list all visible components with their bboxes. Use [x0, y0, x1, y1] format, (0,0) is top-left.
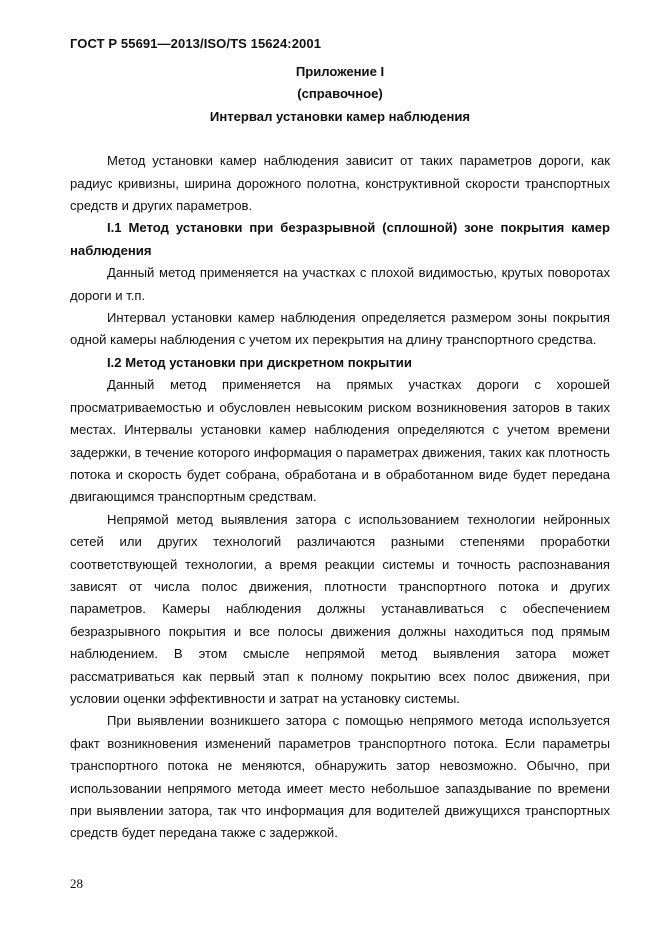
standard-code-header: ГОСТ Р 55691—2013/ISO/TS 15624:2001 — [70, 36, 322, 51]
section-2-heading: I.2 Метод установки при дискретном покрытии — [107, 354, 412, 370]
section-1-heading: I.1 Метод установки при безразрывной (сплошной) зоне покрытия камер наблюдения — [70, 220, 610, 258]
appendix-status: (справочное) — [297, 86, 383, 102]
intro-paragraph: Метод установки камер наблюдения зависит от таких параметров дороги, как радиус кривизны, ширина дорожного полотна, конструктивной скорости транспортных средств и других параметров. — [70, 153, 610, 214]
document-body — [70, 61, 610, 845]
section-1-paragraph: Интервал установки камер наблюдения определяется размером зоны покрытия одной камеры наблюдения с учетом их перекрытия на длину транспортного средства. — [70, 310, 610, 348]
section-2-paragraph: При выявлении возникшего затора с помощью непрямого метода используется факт возникновения изменений параметров транспортного потока. Если параметры транспортного потока не меняются, обнаружить затор невозможно. Обычно, при использовании непрямого метода имеет место небольшое запаздывание по времени при выявлении затора, так что информация для водителей движущихся транспортных средств будет передана также с задержкой. — [70, 713, 610, 841]
page-number: 28 — [70, 876, 83, 891]
section-1-paragraph: Данный метод применяется на участках с плохой видимостью, крутых поворотах дороги и т.п. — [70, 265, 610, 303]
section-2-paragraph: Непрямой метод выявления затора с использованием технологии нейронных сетей или других технологий различаются разными степенями проработки соответствующей технологии, а время реакции системы и точность распознавания зависят от числа полос движения, плотности транспортного потока и других параметров. Камеры наблюдения должны устанавливаться с обеспечением безразрывного покрытия и все полосы движения должны находиться под прямым наблюдением. В этом смысле непрямой метод выявления затора может рассматриваться как первый этап к полному покрытию всех полос движения, при условии оценки эффективности и затрат на установку системы. — [70, 511, 610, 706]
section-2-paragraph: Данный метод применяется на прямых участках дороги с хорошей просматриваемостью и обусловлен невысоким риском возникновения заторов в таких местах. Интервалы установки камер наблюдения определяются с учетом времени задержки, в течение которого информация о параметрах движения, таких как плотность потока и скорость будет собрана, обработана и в обработанном виде будет передана двигающимся транспортным средствам. — [70, 377, 610, 505]
appendix-title: Интервал установки камер наблюдения — [209, 108, 471, 124]
appendix-label: Приложение I — [295, 64, 385, 79]
